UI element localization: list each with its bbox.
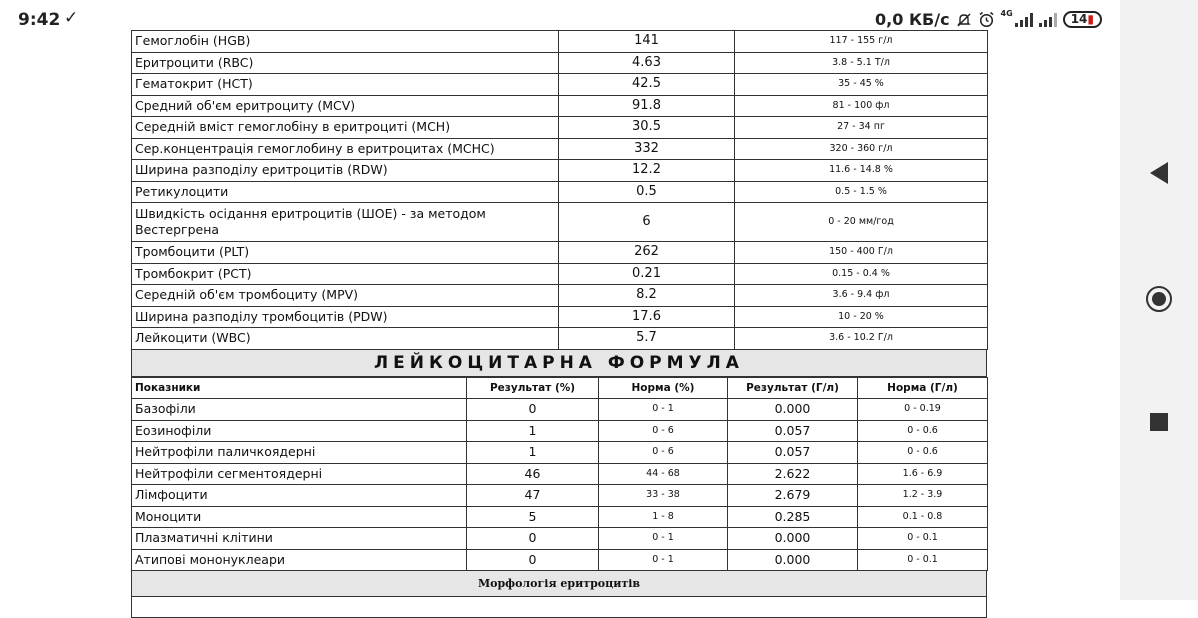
- test-value: 141: [559, 31, 735, 53]
- table-row: [132, 52, 988, 74]
- test-name: Гематокрит (HCT): [132, 74, 559, 96]
- cell-name: Плазматичні клітини: [132, 528, 467, 550]
- test-norm: 0.5 - 1.5 %: [735, 181, 988, 203]
- test-name: Еритроцити (RBC): [132, 52, 559, 74]
- test-name: Середній вміст гемоглобіну в еритроциті (MCH): [132, 117, 559, 139]
- morphology-title: Морфологія еритроцитів: [131, 571, 987, 597]
- cell-result-pct: 5: [467, 506, 599, 528]
- formula-title: ЛЕЙКОЦИТАРНА ФОРМУЛА: [131, 350, 987, 377]
- test-name: Средний об'єм еритроциту (MCV): [132, 95, 559, 117]
- table-row: [132, 463, 988, 485]
- cell-norm-pct: 0 - 6: [599, 420, 728, 442]
- table-row: [132, 74, 988, 96]
- signal-icon-sim2: [1039, 13, 1057, 27]
- network-type: 4G: [1000, 9, 1013, 18]
- navigation-bar: [1120, 0, 1198, 600]
- header-result-gl: Результат (Г/л): [728, 377, 858, 399]
- test-norm: 81 - 100 фл: [735, 95, 988, 117]
- cell-result-gl: 0.285: [728, 506, 858, 528]
- test-norm: 0.15 - 0.4 %: [735, 263, 988, 285]
- cell-result-gl: 2.679: [728, 485, 858, 507]
- header-result-pct: Результат (%): [467, 377, 599, 399]
- test-value: 6: [559, 203, 735, 242]
- table-row: [132, 306, 988, 328]
- battery-indicator: 14▮: [1063, 11, 1102, 28]
- test-value: 262: [559, 242, 735, 264]
- download-complete-icon: ✓: [64, 8, 79, 28]
- test-name: Сер.концентрація гемоглобину в еритроцитах (MCHC): [132, 138, 559, 160]
- header-norm-pct: Норма (%): [599, 377, 728, 399]
- table-row: [132, 420, 988, 442]
- test-norm: 10 - 20 %: [735, 306, 988, 328]
- cell-norm-pct: 0 - 1: [599, 399, 728, 421]
- test-name: Тромбоцити (PLT): [132, 242, 559, 264]
- cell-norm-pct: 0 - 1: [599, 549, 728, 571]
- table-row: [132, 95, 988, 117]
- test-norm: 27 - 34 пг: [735, 117, 988, 139]
- cell-norm-pct: 33 - 38: [599, 485, 728, 507]
- test-value: 4.63: [559, 52, 735, 74]
- cell-result-pct: 46: [467, 463, 599, 485]
- cell-name: Нейтрофіли сегментоядерні: [132, 463, 467, 485]
- cell-norm-pct: 44 - 68: [599, 463, 728, 485]
- bell-off-icon: [956, 12, 972, 28]
- test-value: 17.6: [559, 306, 735, 328]
- network-speed: 0,0 КБ/с: [875, 10, 950, 29]
- table-row: [132, 242, 988, 264]
- table-row: [132, 203, 988, 242]
- test-norm: 117 - 155 г/л: [735, 31, 988, 53]
- status-indicators: [875, 10, 1102, 29]
- test-norm: 0 - 20 мм/год: [735, 203, 988, 242]
- test-value: 42.5: [559, 74, 735, 96]
- test-norm: 11.6 - 14.8 %: [735, 160, 988, 182]
- table-row: [132, 138, 988, 160]
- table-row: [132, 181, 988, 203]
- cell-result-pct: 47: [467, 485, 599, 507]
- cell-norm-gl: 0 - 0.1: [858, 528, 988, 550]
- table-row: [132, 528, 988, 550]
- table-row: [132, 117, 988, 139]
- cell-result-pct: 1: [467, 420, 599, 442]
- status-time: 9:42: [18, 10, 61, 30]
- cell-result-pct: 0: [467, 528, 599, 550]
- test-value: 91.8: [559, 95, 735, 117]
- morphology-content: [131, 597, 987, 618]
- test-value: 30.5: [559, 117, 735, 139]
- test-norm: 3.6 - 9.4 фл: [735, 285, 988, 307]
- cell-norm-gl: 0 - 0.6: [858, 420, 988, 442]
- recent-square-icon[interactable]: [1150, 413, 1168, 431]
- table-row: [132, 263, 988, 285]
- table-row: [132, 549, 988, 571]
- cell-norm-gl: 0 - 0.19: [858, 399, 988, 421]
- test-name: Лейкоцити (WBC): [132, 328, 559, 350]
- table-row: [132, 399, 988, 421]
- cell-norm-gl: 1.6 - 6.9: [858, 463, 988, 485]
- cell-name: Атипові мононуклеари: [132, 549, 467, 571]
- table-row: [132, 328, 988, 350]
- test-norm: 320 - 360 г/л: [735, 138, 988, 160]
- lab-results-document: [131, 30, 987, 618]
- test-value: 0.5: [559, 181, 735, 203]
- cell-norm-pct: 1 - 8: [599, 506, 728, 528]
- table-row: [132, 285, 988, 307]
- home-circle-icon[interactable]: [1146, 286, 1172, 312]
- cell-norm-pct: 0 - 1: [599, 528, 728, 550]
- table-row: [132, 442, 988, 464]
- signal-icon: [1015, 13, 1033, 27]
- back-triangle-icon[interactable]: [1150, 162, 1168, 184]
- blood-test-table: [131, 30, 988, 350]
- cell-norm-gl: 1.2 - 3.9: [858, 485, 988, 507]
- table-row: [132, 160, 988, 182]
- leukocyte-formula-table: [131, 377, 988, 572]
- header-norm-gl: Норма (Г/л): [858, 377, 988, 399]
- cell-result-pct: 0: [467, 549, 599, 571]
- test-name: Гемоглобін (HGB): [132, 31, 559, 53]
- cell-result-gl: 0.000: [728, 549, 858, 571]
- test-norm: 150 - 400 Г/л: [735, 242, 988, 264]
- cell-norm-gl: 0.1 - 0.8: [858, 506, 988, 528]
- cell-result-gl: 0.000: [728, 399, 858, 421]
- test-norm: 35 - 45 %: [735, 74, 988, 96]
- cell-result-gl: 0.057: [728, 420, 858, 442]
- test-norm: 3.6 - 10.2 Г/л: [735, 328, 988, 350]
- cell-name: Базофіли: [132, 399, 467, 421]
- test-value: 0.21: [559, 263, 735, 285]
- table-row: [132, 485, 988, 507]
- test-name: Середній об'єм тромбоциту (MPV): [132, 285, 559, 307]
- alarm-icon: [978, 11, 995, 28]
- test-name: Ширина разподілу тромбоцитів (PDW): [132, 306, 559, 328]
- battery-level: 14: [1070, 12, 1088, 26]
- test-value: 332: [559, 138, 735, 160]
- test-name: Ретикулоцити: [132, 181, 559, 203]
- cell-name: Лімфоцити: [132, 485, 467, 507]
- cell-norm-gl: 0 - 0.1: [858, 549, 988, 571]
- table-header-row: [132, 377, 988, 399]
- table-row: [132, 31, 988, 53]
- test-name: Тромбокрит (PCT): [132, 263, 559, 285]
- test-name: Ширина разподілу еритроцитів (RDW): [132, 160, 559, 182]
- cell-norm-pct: 0 - 6: [599, 442, 728, 464]
- test-value: 8.2: [559, 285, 735, 307]
- cell-result-gl: 2.622: [728, 463, 858, 485]
- header-name: Показники: [132, 377, 467, 399]
- cell-result-pct: 1: [467, 442, 599, 464]
- test-norm: 3.8 - 5.1 Т/л: [735, 52, 988, 74]
- cell-name: Моноцити: [132, 506, 467, 528]
- cell-result-gl: 0.000: [728, 528, 858, 550]
- cell-name: Нейтрофіли паличкоядерні: [132, 442, 467, 464]
- cell-result-gl: 0.057: [728, 442, 858, 464]
- cell-name: Еозинофіли: [132, 420, 467, 442]
- test-value: 12.2: [559, 160, 735, 182]
- test-name: Швидкість осідання еритроцитів (ШОЕ) - за методом Вестергрена: [132, 203, 559, 242]
- cell-result-pct: 0: [467, 399, 599, 421]
- test-value: 5.7: [559, 328, 735, 350]
- cell-norm-gl: 0 - 0.6: [858, 442, 988, 464]
- table-row: [132, 506, 988, 528]
